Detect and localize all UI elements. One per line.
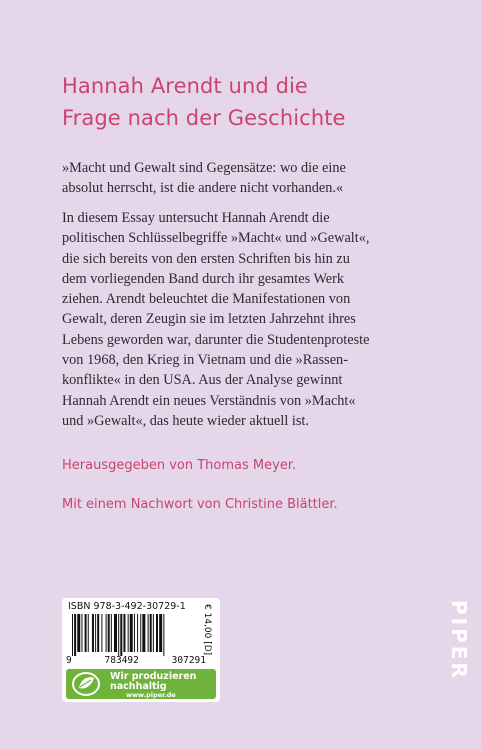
barcode-bars <box>72 614 198 656</box>
barcode-bar <box>118 614 119 656</box>
quote-line: »Macht und Gewalt sind Gegensätze: wo die eine <box>62 160 346 176</box>
barcode-panel <box>62 598 220 702</box>
barcode-bar <box>95 614 96 652</box>
book-title <box>62 70 462 134</box>
blurb-line: ziehen. Arendt beleuchtet die Manifestationen von <box>62 291 351 308</box>
ean-digit-group: 307291 <box>171 655 206 666</box>
eco-url: www.piper.de <box>126 691 176 699</box>
barcode-bar <box>111 614 112 652</box>
ean-digits <box>66 655 206 666</box>
barcode-bar <box>101 614 102 652</box>
barcode-bar <box>88 614 89 652</box>
publisher-logo: PIPER <box>447 600 471 681</box>
barcode-bar <box>137 614 138 652</box>
blurb-line: Gewalt, deren Zeugin sie im letzten Jahrzehnt ihres <box>62 311 356 328</box>
barcode-bar <box>156 614 158 652</box>
title-line-2: Frage nach der Geschichte <box>62 106 346 130</box>
blurb-line: konflikte« in den USA. Aus der Analyse gewinnt <box>62 372 343 389</box>
barcode-bar <box>77 614 80 652</box>
ean-digit-group: 783492 <box>104 655 139 666</box>
afterword-credit: Mit einem Nachwort von Christine Blättler. <box>62 497 338 512</box>
blurb-line: politischen Schlüsselbegriffe »Macht« und »Gewalt«, <box>62 230 370 247</box>
barcode-bar <box>85 614 87 652</box>
eco-line-1: Wir produzieren <box>110 671 197 682</box>
barcode-bar <box>81 614 82 652</box>
barcode-bar <box>134 614 135 652</box>
barcode-bar <box>108 614 110 652</box>
blurb-line: Lebens geworden war, darunter die Studentenproteste <box>62 331 370 348</box>
barcode-bar <box>120 614 122 656</box>
quote-line: absolut herrscht, ist die andere nicht vorhanden.« <box>62 180 344 197</box>
barcode-bar <box>92 614 94 652</box>
blurb-text <box>62 208 422 431</box>
barcode-bar <box>128 614 129 652</box>
barcode-bar <box>163 614 164 656</box>
barcode-bar <box>72 614 73 656</box>
recycle-leaf-icon <box>71 671 101 697</box>
blurb-line: von 1968, den Krieg in Vietnam und die »Rassen- <box>62 352 348 369</box>
blurb-line: und »Gewalt«, das heute wieder aktuell ist. <box>62 412 309 429</box>
barcode-bar <box>148 614 149 652</box>
barcode-bar <box>74 614 76 656</box>
barcode-bar <box>114 614 117 652</box>
barcode-bar <box>97 614 99 652</box>
editor-credit: Herausgegeben von Thomas Meyer. <box>62 458 297 473</box>
barcode-bar <box>159 614 162 652</box>
barcode-bar <box>142 614 145 652</box>
eco-badge <box>66 669 216 699</box>
barcode-bar <box>106 614 107 652</box>
barcode-bar <box>150 614 152 652</box>
barcode-bar <box>140 614 141 652</box>
price-label: € 14,00 [D] <box>202 604 212 656</box>
blurb-line: dem vorliegenden Band durch ihr gesamtes Werk <box>62 270 345 287</box>
barcode-bar <box>130 614 133 652</box>
quote-block <box>62 158 422 199</box>
barcode-bar <box>123 614 125 652</box>
blurb-line: die sich bereits von den ersten Schriften bis hin zu <box>62 250 350 267</box>
blurb-line: Hannah Arendt ein neues Verständnis von »Macht« <box>62 392 356 409</box>
title-line-1: Hannah Arendt und die <box>62 74 308 98</box>
isbn-label: ISBN 978-3-492-30729-1 <box>68 601 186 612</box>
eco-line-2: nachhaltig <box>110 681 167 692</box>
barcode-bar <box>153 614 154 652</box>
ean-digit-group: 9 <box>66 655 72 666</box>
blurb-line: In diesem Essay untersucht Hannah Arendt die <box>62 210 330 226</box>
